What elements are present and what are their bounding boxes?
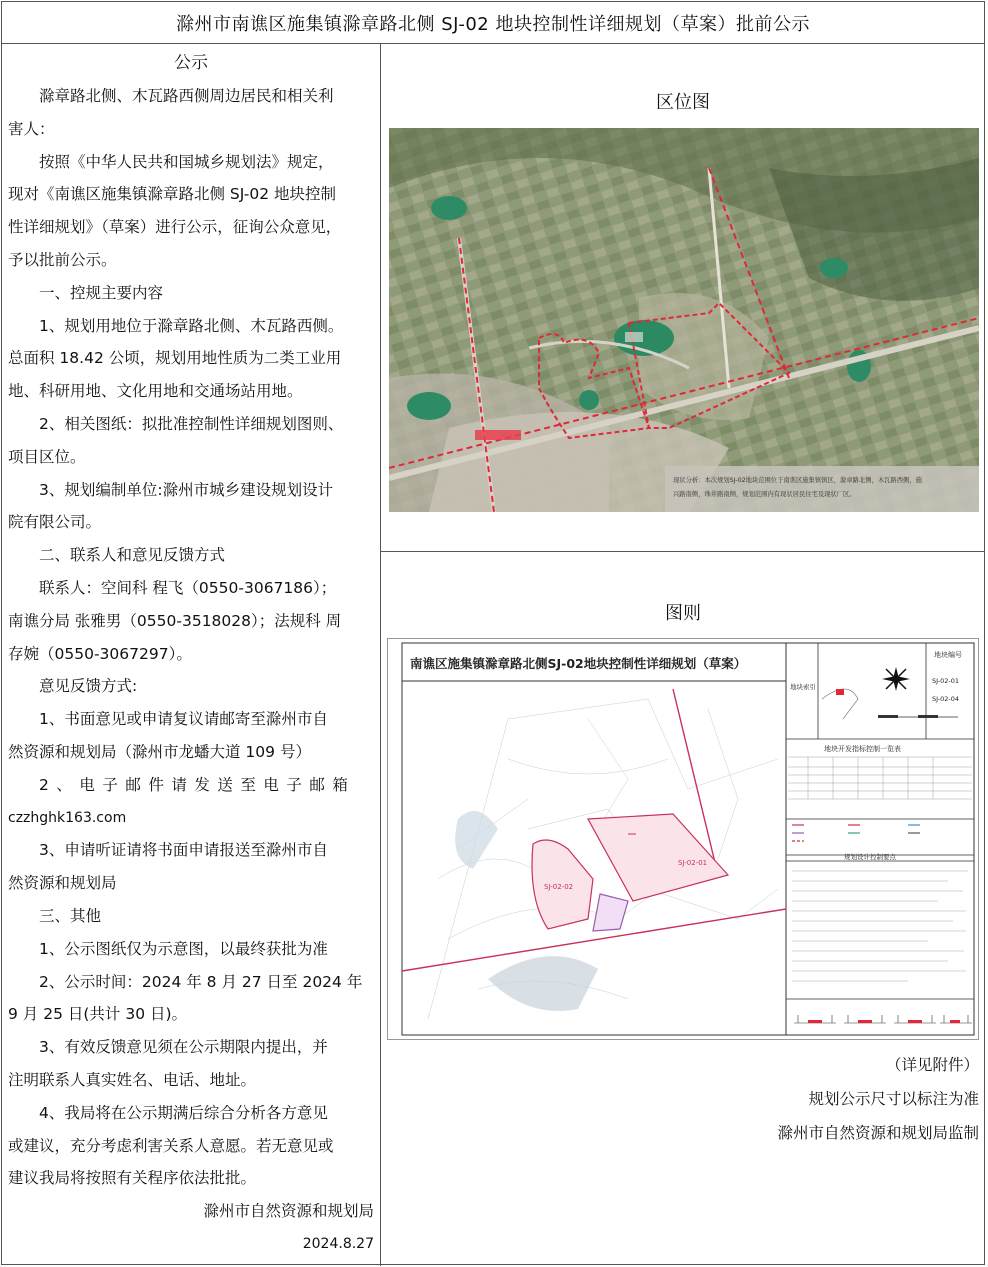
- paragraph-line: 4、我局将在公示期满后综合分析各方意见: [39, 1103, 328, 1122]
- notice-frame: [1, 1, 985, 1265]
- scale-bar: [878, 715, 958, 718]
- paragraph-line: 3、规划编制单位:滁州市城乡建设规划设计: [39, 480, 334, 499]
- footer-notes: [777, 1048, 979, 1150]
- map-caption-line: 现状分析：本次规划SJ-02地块范围位于南谯区施集镇镇区，滁章路北侧，木瓦路西侧，施: [673, 477, 922, 484]
- map-section-divider: [381, 551, 985, 552]
- contact-line: 存婉（0550-3067297）。: [8, 644, 192, 663]
- intro-line: 予以批前公示。: [8, 250, 117, 269]
- supervisor-note: 滁州市自然资源和规划局监制: [777, 1124, 979, 1142]
- location-map-title: 区位图: [656, 92, 710, 113]
- plot-code-heading: 地块编号: [934, 651, 962, 659]
- paragraph-line: 9 月 25 日(共计 30 日)。: [8, 1005, 188, 1024]
- plot-code-from: SJ-02-01: [932, 677, 960, 685]
- paragraph-line: 2、公示时间：2024 年 8 月 27 日至 2024 年: [39, 972, 363, 991]
- location-map-image[interactable]: [389, 128, 979, 512]
- paragraph-line: 1、书面意见或申请复议请邮寄至滁州市自: [39, 710, 328, 729]
- plot-code-label: SJ-02-02: [544, 883, 574, 891]
- paragraph-line: 院有限公司。: [8, 513, 102, 532]
- indicator-table-title: 地块开发指标控制一览表: [824, 745, 901, 753]
- paragraph-line: 3、申请听证请将书面申请报送至滁州市自: [39, 841, 328, 860]
- plan-drawing: [388, 639, 978, 1039]
- paragraph-line: 或建议，充分考虑利害关系人意愿。若无意见或: [8, 1136, 334, 1155]
- contact-line: 联系人：空间科 程飞（0550-3067186）；: [39, 578, 337, 597]
- regulatory-plan-sheet[interactable]: [387, 638, 979, 1040]
- feedback-heading: 意见反馈方式:: [39, 677, 138, 696]
- paragraph-line: 总面积 18.42 公顷，规划用地性质为二类工业用: [8, 349, 342, 368]
- plot-code-to: SJ-02-04: [932, 695, 960, 703]
- section-heading: 三、其他: [39, 906, 102, 925]
- paragraph-line: 1、公示图纸仅为示意图，以最终获批为准: [39, 939, 328, 958]
- issuer-signature: 滁州市自然资源和规划局: [203, 1202, 374, 1221]
- paragraph-line: 然资源和规划局: [8, 874, 117, 893]
- map-caption-line: 兴路南侧，珠井路南侧，规划范围内有现状居民住宅及现状厂区。: [673, 491, 856, 498]
- paragraph-line: 项目区位。: [8, 447, 86, 466]
- section-heading: 一、控规主要内容: [39, 283, 164, 302]
- notice-text-column: [8, 46, 374, 1266]
- addressee-line: 滁章路北侧、木瓦路西侧周边居民和相关利: [39, 87, 334, 105]
- intro-line: 性详细规划》（草案）进行公示，征询公众意见，: [8, 218, 342, 237]
- paragraph-line: 然资源和规划局（滁州市龙蟠大道 109 号）: [8, 742, 311, 761]
- paragraph-line: 注明联系人真实姓名、电话、地址。: [8, 1070, 257, 1089]
- plot-code-label: SJ-02-01: [678, 859, 708, 867]
- north-arrow-icon: [882, 667, 910, 691]
- paragraph-line: 地、科研用地、文化用地和交通场站用地。: [8, 382, 303, 401]
- paragraph-line: 建议我局将按照有关程序依法批批。: [8, 1169, 257, 1188]
- contact-line: 南谯分局 张雅男（0550-3518028）；法规科 周: [8, 611, 342, 630]
- intro-line: 现对《南谯区施集镇滁章路北侧 SJ-02 地块控制: [8, 185, 337, 204]
- intro-line: 按照《中华人民共和国城乡规划法》规定，: [39, 152, 334, 171]
- paragraph-line: 3、有效反馈意见须在公示期限内提出，并: [39, 1038, 328, 1057]
- paragraph-line: 2、相关图纸：拟批准控制性详细规划图则、: [39, 414, 344, 433]
- control-points-title: 规划设计控制要点: [844, 853, 896, 861]
- issue-date: 2024.8.27: [302, 1235, 374, 1252]
- paragraph-line: 2、电子邮件请发送至电子邮箱: [39, 775, 356, 794]
- addressee-line: 害人：: [8, 119, 55, 138]
- plan-sheet-title: 南谯区施集镇滁章路北侧SJ-02地块控制性详细规划（草案）: [410, 656, 747, 671]
- plot-index-label: 地块索引: [790, 683, 816, 691]
- page-title: 滁州市南谯区施集镇滁章路北侧 SJ-02 地块控制性详细规划（草案）批前公示: [2, 2, 984, 44]
- map-column: [381, 44, 985, 1266]
- email-address[interactable]: czzhghk163.com: [8, 809, 127, 826]
- paragraph-line: 1、规划用地位于滁章路北侧、木瓦路西侧。: [39, 316, 344, 335]
- aerial-photo: [389, 128, 979, 512]
- attachment-note: （详见附件）: [885, 1056, 979, 1074]
- scale-note: 规划公示尺寸以标注为准: [808, 1090, 979, 1108]
- plan-map-title: 图则: [665, 603, 701, 624]
- notice-heading: 公示: [174, 53, 208, 73]
- section-heading: 二、联系人和意见反馈方式: [39, 546, 226, 565]
